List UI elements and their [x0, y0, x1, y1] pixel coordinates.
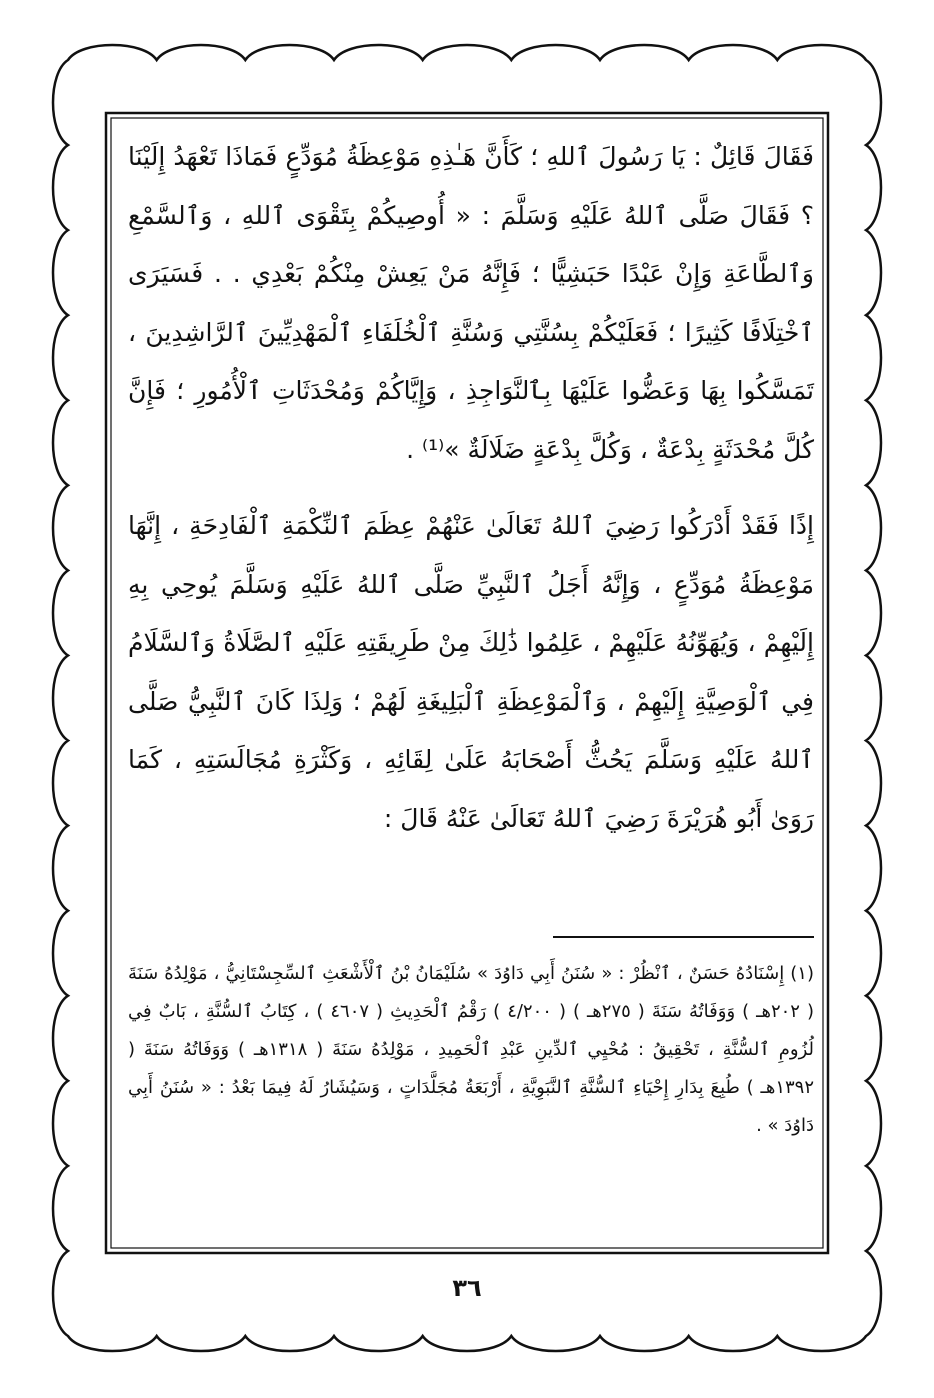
- paragraph-commentary: إِذًا فَقَدْ أَدْرَكُوا رَضِيَ ٱللهُ تَعَالَىٰ عَنْهُمْ عِظَمَ ٱلنِّكْمَةِ ٱلْفَادِحَةِ ، إِنَّهَا مَوْعِظَةُ مُوَدِّعٍ ، وَإِنَّهُ أَجَلُ ٱلنَّبِيِّ صَلَّى ٱللهُ عَلَيْهِ وَسَلَّمَ يُوحِي بِهِ إِلَيْهِمْ ، وَيُهَوِّنُهُ عَلَيْهِمْ ، عَلِمُوا ذَٰلِكَ مِنْ طَرِيقَتِهِ عَلَيْهِ ٱلصَّلَاةُ وَٱلسَّلَامُ فِي ٱلْوَصِيَّةِ إِلَيْهِمْ ، وَٱلْمَوْعِظَةِ ٱلْبَلِيغَةِ لَهُمْ ؛ وَلِذَا كَانَ ٱلنَّبِيُّ صَلَّى ٱللهُ عَلَيْهِ وَسَلَّمَ يَحُثُّ أَصْحَابَهُ عَلَىٰ لِقَائِهِ ، وَكَثْرَةِ مُجَالَسَتِهِ ، كَمَا رَوَىٰ أَبُو هُرَيْرَةَ رَضِيَ ٱللهُ تَعَالَىٰ عَنْهُ قَالَ :: [128, 511, 814, 833]
- main-text: [128, 128, 814, 848]
- footnote-text: (١) إِسْنَادُهُ حَسَنٌ ، ٱنْظُرْ : « سُنَنُ أَبِي دَاوُدَ » سُلَيْمَانُ بْنُ ٱلْأَشْعَثِ ٱلسِّجِسْتَانِيُّ ، مَوْلِدُهُ سَنَةَ ( ٢٠٢هـ ) وَوَفَاتُهُ سَنَةَ ( ٢٧٥هـ ) ( ٤/٢٠٠ ) رَقْمُ ٱلْحَدِيثِ ( ٤٦٠٧ ) ، كِتَابُ ٱلسُّنَّةِ ، بَابٌ فِي لُزُومِ ٱلسُّنَّةِ ، تَحْقِيقُ : مُحْيِي ٱلدِّينِ عَبْدِ ٱلْحَمِيدِ ، مَوْلِدُهُ سَنَةَ ( ١٣١٨هـ ) وَوَفَاتُهُ سَنَةَ ( ١٣٩٢هـ ) طُبِعَ بِدَارِ إِحْيَاءِ ٱلسُّنَّةِ ٱلنَّبَوِيَّةِ ، أَرْبَعَةُ مُجَلَّدَاتٍ ، وَسَيُشَارُ لَهُ فِيمَا بَعْدُ : « سُنَنُ أَبِي دَاوُدَ » .: [128, 963, 815, 1136]
- footnote-separator: [553, 936, 814, 938]
- paragraph-hadith: فَقَالَ قَائِلٌ : يَا رَسُولَ ٱللهِ ؛ كَأَنَّ هَـٰذِهِ مَوْعِظَةُ مُوَدِّعٍ فَمَاذَا تَعْهَدُ إِلَيْنَا ؟ فَقَالَ صَلَّى ٱللهُ عَلَيْهِ وَسَلَّمَ : « أُوصِيكُمْ بِتَقْوَى ٱللهِ ، وَٱلسَّمْعِ وَٱلطَّاعَةِ وَإِنْ عَبْدًا حَبَشِيًّا ؛ فَإِنَّهُ مَنْ يَعِشْ مِنْكُمْ بَعْدِي . . فَسَيَرَى ٱخْتِلَافًا كَثِيرًا ؛ فَعَلَيْكُمْ بِسُنَّتِي وَسُنَّةِ ٱلْخُلَفَاءِ ٱلْمَهْدِيِّينَ ٱلرَّاشِدِينَ ، تَمَسَّكُوا بِهَا وَعَضُّوا عَلَيْهَا بِٱلنَّوَاجِذِ ، وَإِيَّاكُمْ وَمُحْدَثَاتِ ٱلْأُمُورِ ؛ فَإِنَّ كُلَّ مُحْدَثَةٍ بِدْعَةٌ ، وَكُلَّ بِدْعَةٍ ضَلَالَةٌ »⁽¹⁾ .: [128, 142, 814, 464]
- footnote: [128, 955, 814, 1145]
- page-number: ٣٦: [452, 1274, 482, 1302]
